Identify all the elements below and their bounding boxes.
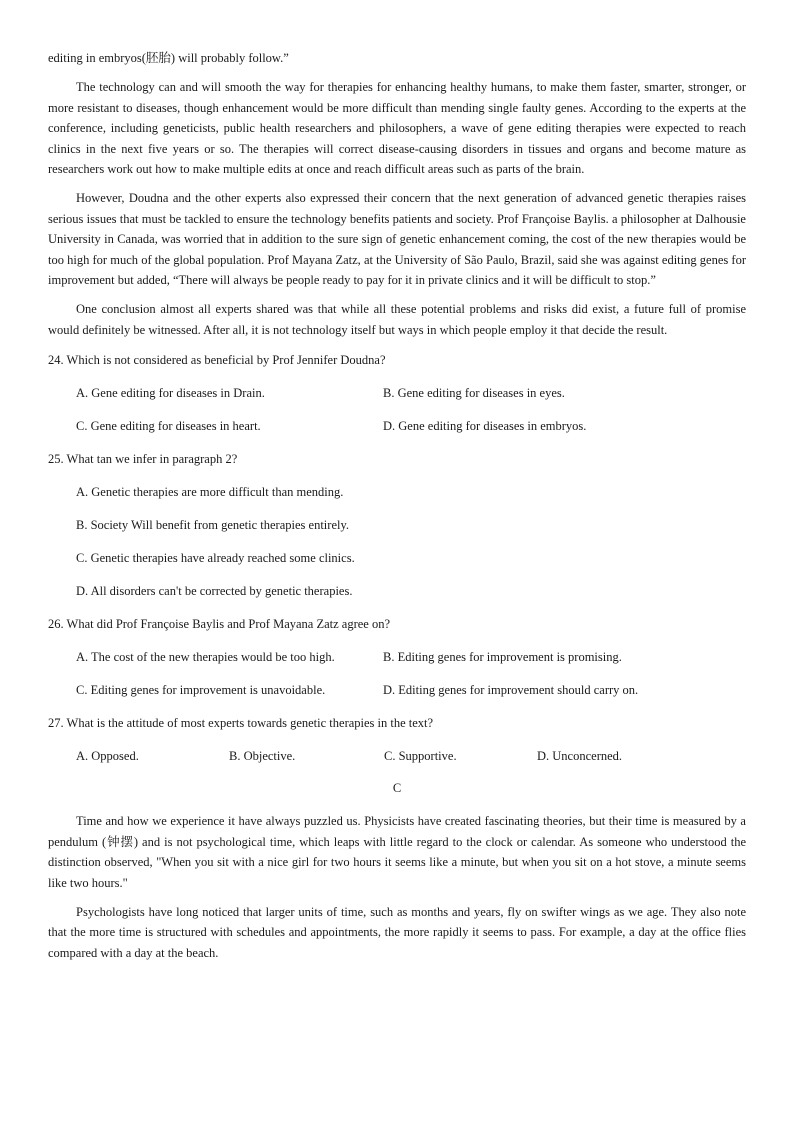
question-27-option-a: A. Opposed. bbox=[76, 749, 139, 764]
passage-b-paragraph-4: One conclusion almost all experts shared was that while all these potential problems and risks did exist, a future full of promise would definitely be witnessed. After all, it is not technology itself but ways in which people employ it that decide the result. bbox=[48, 302, 746, 337]
question-24-options-row-2 bbox=[76, 416, 746, 436]
question-27-option-c: C. Supportive. bbox=[384, 749, 457, 764]
passage-c-paragraph-2: Psychologists have long noticed that larger units of time, such as months and years, fly on swifter wings as we age. They also note that the more time is structured with schedules and appointments, the more rapidly it seems to pass. For example, a day at the office flies compared with a day at the beach. bbox=[48, 904, 746, 960]
question-24-option-a: A. Gene editing for diseases in Drain. bbox=[76, 386, 265, 401]
question-25-option-d: D. All disorders can't be corrected by genetic therapies. bbox=[76, 584, 353, 599]
question-25-option-c: C. Genetic therapies have already reached some clinics. bbox=[76, 551, 355, 566]
question-24-option-b: B. Gene editing for diseases in eyes. bbox=[383, 386, 565, 401]
passage-b-continuation: editing in embryos(胚胎) will probably follow.” bbox=[48, 51, 289, 65]
question-26-options-row-1 bbox=[76, 647, 746, 667]
passage-b-paragraph-3: However, Doudna and the other experts also expressed their concern that the next generation of advanced genetic therapies raises serious issues that must be tackled to ensure the technology benefits patients and society. Prof Françoise Baylis. a philosopher at Dalhousie University in Canada, was worried that in addition to the sure sign of genetic enhancement coming, the cost of the new therapies would be too high for much of the global population. Prof Mayana Zatz, at the University of São Paulo, Brazil, said she was against editing genes for improvement but added, “There will always be people ready to pay for it in private clinics and it will be difficult to stop.” bbox=[48, 191, 746, 288]
question-26-option-b: B. Editing genes for improvement is promising. bbox=[383, 650, 622, 665]
question-26-option-d: D. Editing genes for improvement should carry on. bbox=[383, 683, 639, 698]
question-26-options-row-2 bbox=[76, 680, 746, 700]
question-25-stem: 25. What tan we infer in paragraph 2? bbox=[48, 452, 238, 467]
question-26-option-c: C. Editing genes for improvement is unavoidable. bbox=[76, 683, 326, 698]
question-27-option-d: D. Unconcerned. bbox=[537, 749, 623, 764]
passage-c-label: C bbox=[392, 781, 402, 796]
question-24-option-c: C. Gene editing for diseases in heart. bbox=[76, 419, 261, 434]
passage-b-paragraph-2: The technology can and will smooth the way for therapies for enhancing healthy humans, to make them faster, smarter, stronger, or more resistant to diseases, though enhancement would be more difficult than mending single faulty genes. According to the experts at the conference, including geneticists, public health researchers and philosophers, a wave of gene editing therapies were expected to reach clinics in the next five years or so. The therapies will correct disease-causing disorders in tissues and organs and become mature as researchers work out how to make multiple edits at once and reach difficult areas such as parts of the brain. bbox=[48, 80, 746, 177]
question-26-stem: 26. What did Prof Françoise Baylis and Prof Mayana Zatz agree on? bbox=[48, 617, 391, 632]
question-27-stem: 27. What is the attitude of most experts towards genetic therapies in the text? bbox=[48, 716, 434, 731]
question-25-option-a: A. Genetic therapies are more difficult than mending. bbox=[76, 485, 344, 500]
question-24-option-d: D. Gene editing for diseases in embryos. bbox=[383, 419, 587, 434]
passage-c-paragraph-1: Time and how we experience it have always puzzled us. Physicists have created fascinating theories, but their time is measured by a pendulum (钟摆) and is not psychological time, which leaps with little regard to the clock or calendar. As someone who understood the distinction observed, "When you sit with a nice girl for two hours it seems like a minute, but when you sit on a hot stove, a minute seems like two hours." bbox=[48, 814, 746, 890]
question-25-option-b: B. Society Will benefit from genetic therapies entirely. bbox=[76, 518, 350, 533]
question-24-stem: 24. Which is not considered as beneficial by Prof Jennifer Doudna? bbox=[48, 353, 386, 368]
question-27-option-b: B. Objective. bbox=[229, 749, 296, 764]
question-27-options bbox=[76, 746, 746, 766]
document-page bbox=[48, 48, 746, 963]
question-26-option-a: A. The cost of the new therapies would be too high. bbox=[76, 650, 335, 665]
question-24-options-row-1 bbox=[76, 383, 746, 403]
